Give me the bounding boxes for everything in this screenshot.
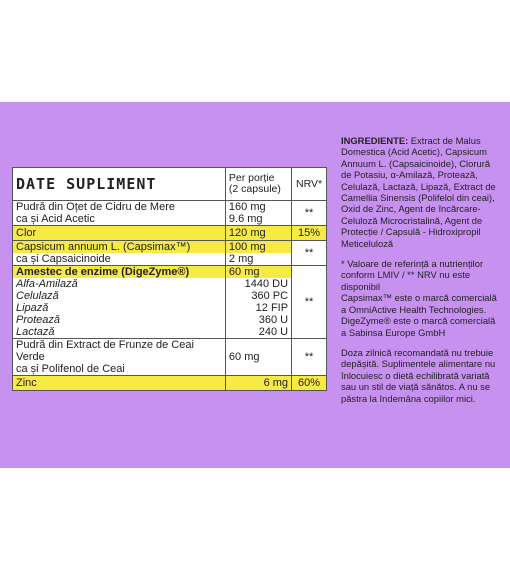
- row-value: 6 mg: [225, 376, 291, 391]
- table-row-highlight: [13, 226, 327, 241]
- enzyme-value: 360 U: [258, 314, 289, 326]
- supplement-facts-table: [12, 167, 327, 391]
- label-info-text: [341, 135, 501, 413]
- row-value: 60 mg: [226, 266, 291, 278]
- row-label: Pudră din Oțet de Cidru de Mere: [16, 201, 175, 213]
- enzyme-value: 360 PC: [251, 290, 289, 302]
- row-sublabel: ca și Polifenol de Ceai: [16, 363, 125, 375]
- row-sublabel: ca și Capsaicinoide: [16, 253, 111, 265]
- enzyme-item: Lactază: [16, 326, 55, 338]
- row-sublabel: ca și Acid Acetic: [16, 213, 95, 225]
- table-row: [13, 266, 327, 339]
- row-value: 100 mg: [226, 241, 291, 253]
- dose-warning: Doza zilnică recomandată nu trebuie depășită. Suplimentele alimentare nu înlocuiesc o dietă echilibrată variată sau un stil de viață sănătos. A nu se păstra la îndemâna copiilor mici.: [341, 346, 496, 404]
- row-nrv: **: [292, 201, 327, 226]
- row-nrv: 60%: [292, 376, 327, 391]
- table-header-row: [13, 168, 327, 201]
- per-portion-header: Per porție (2 capsule): [225, 168, 291, 201]
- enzyme-item: Lipază: [16, 302, 49, 314]
- row-value: 60 mg: [225, 339, 291, 376]
- nrv-note: * Valoare de referință a nutrienților conform LMIV / ** NRV nu este disponibil: [341, 258, 484, 292]
- table-row: [13, 241, 327, 266]
- row-label: Pudră din Extract de Frunze de Ceai Verde: [16, 339, 194, 363]
- enzyme-value: 1440 DU: [244, 278, 289, 290]
- table-row: [13, 339, 327, 376]
- row-value: 160 mg: [228, 201, 266, 213]
- row-value: 120 mg: [225, 226, 291, 241]
- row-subvalue: 9.6 mg: [228, 213, 263, 225]
- table-row: [13, 201, 327, 226]
- row-nrv: **: [292, 241, 327, 266]
- enzyme-item: Protează: [16, 314, 61, 326]
- row-nrv: **: [292, 339, 327, 376]
- row-label: Zinc: [13, 376, 226, 391]
- row-nrv: 15%: [292, 226, 327, 241]
- ingredients-label: INGREDIENTE:: [341, 135, 409, 146]
- table-row-highlight: [13, 376, 327, 391]
- enzyme-item: Celulază: [16, 290, 59, 302]
- ingredients-paragraph: [341, 135, 501, 249]
- trademark-note: Capsimax™ este o marcă comercială a OmniActive Health Technologies. DigeZyme® este o marcă comercială a Sabinsa Europe GmbH: [341, 292, 497, 338]
- row-label: Amestec de enzime (DigeZyme®): [13, 266, 225, 278]
- ingredients-text: Extract de Malus Domestica (Acid Acetic), Capsicum Annuum L. (Capsaicinoide), Clorură de Potasiu, α-Amilază, Protează, Celulază, Lactază, Lipază, Extract de Camellia Sinensis (Polifelol din ceai), Oxid de Zinc, Agent de încărcare- Celuloză Microcristalină, Agent de Protecție / Capsulă - Hidroxipropil Meticeluloză: [341, 135, 496, 249]
- nrv-header: NRV*: [292, 168, 327, 201]
- row-nrv: **: [292, 266, 327, 339]
- enzyme-item: Alfa-Amilază: [16, 278, 78, 290]
- row-subvalue: 2 mg: [228, 253, 254, 265]
- enzyme-value: 12 FIP: [255, 302, 289, 314]
- row-label: Capsicum annuum L. (Capsimax™): [13, 241, 225, 253]
- row-label: Clor: [13, 226, 226, 241]
- enzyme-value: 240 U: [258, 326, 289, 338]
- table-title: DATE SUPLIMENT: [13, 168, 226, 201]
